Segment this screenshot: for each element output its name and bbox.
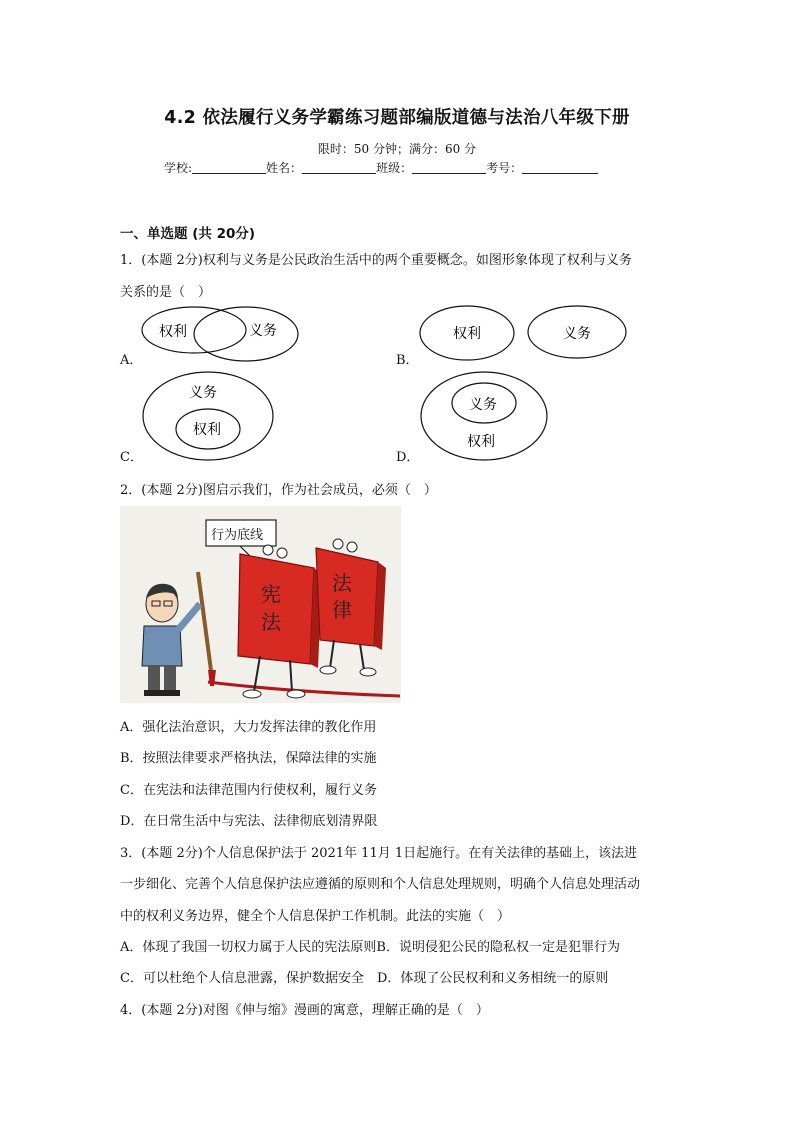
q1-stem-line2: 关系的是（ ） xyxy=(120,285,212,300)
school-label: 学校: xyxy=(164,161,193,175)
section-title: 一、单选题 (共 20分) xyxy=(120,226,256,242)
q1-option-b-label[interactable]: B． xyxy=(396,353,419,368)
class-label: 班级： xyxy=(376,161,413,175)
law-char-2: 律 xyxy=(332,598,352,622)
name-label: 姓名： xyxy=(266,161,303,175)
venn-a-duty-circle xyxy=(194,307,298,361)
q1-option-a-label[interactable]: A． xyxy=(120,353,143,368)
venn-c-rights-label: 权利 xyxy=(193,422,221,438)
id-blank[interactable] xyxy=(522,161,598,174)
q1-option-c-label[interactable]: C． xyxy=(120,450,143,465)
venn-a-duty-label: 义务 xyxy=(249,323,277,339)
venn-c-duty-label: 义务 xyxy=(189,385,217,401)
venn-b-rights-label: 权利 xyxy=(453,326,481,342)
constitution-char-1: 宪 xyxy=(261,582,281,606)
q1-option-a-diagram xyxy=(140,304,302,364)
venn-d-duty-label: 义务 xyxy=(469,397,497,413)
law-char-1: 法 xyxy=(332,571,352,595)
venn-a-rights-label: 权利 xyxy=(159,324,187,340)
q1-option-d-label[interactable]: D． xyxy=(396,450,420,465)
q1-stem-line1: 1．(本题 2分)权利与义务是公民政治生活中的两个重要概念。如图形象体现了权利与义务 xyxy=(120,253,632,268)
q2-stem: 2．(本题 2分)图启示我们，作为社会成员，必须（ ） xyxy=(120,483,437,498)
class-blank[interactable] xyxy=(412,161,486,174)
sign-text: 行为底线 xyxy=(211,528,264,543)
q2-option-d[interactable]: D．在日常生活中与宪法、法律彻底划清界限 xyxy=(120,814,378,829)
q3-stem-line1: 3．(本题 2分)个人信息保护法于 2021年 11月 1日起施行。在有关法律的基础上，该法进 xyxy=(120,846,638,861)
constitution-char-2: 法 xyxy=(261,610,281,634)
q3-stem-line2: 一步细化、完善个人信息保护法应遵循的原则和个人信息处理规则，明确个人信息处理活动 xyxy=(120,877,641,892)
q2-option-c[interactable]: C．在宪法和法律范围内行使权利，履行义务 xyxy=(120,783,377,798)
q2-option-b[interactable]: B．按照法律要求严格执法，保障法律的实施 xyxy=(120,751,377,766)
name-blank[interactable] xyxy=(302,161,376,174)
q3-stem-line3: 中的权利义务边界，健全个人信息保护工作机制。此法的实施（ ） xyxy=(120,909,511,924)
id-label: 考号： xyxy=(486,161,523,175)
q3-options-row1[interactable]: A．体现了我国一切权力属于人民的宪法原则B．说明侵犯公民的隐私权一定是犯罪行为 xyxy=(120,940,620,955)
page-title: 4.2 依法履行义务学霸练习题部编版道德与法治八年级下册 xyxy=(164,108,630,128)
venn-d-rights-label: 权利 xyxy=(467,434,495,450)
q1-option-b-diagram xyxy=(419,303,631,363)
q1-option-c-diagram xyxy=(140,368,276,466)
q2-option-a[interactable]: A．强化法治意识，大力发挥法律的教化作用 xyxy=(120,720,377,735)
student-info-row xyxy=(164,159,598,176)
exam-time-score: 限时：50 分钟；满分：60 分 xyxy=(317,142,477,156)
q1-option-d-diagram xyxy=(419,368,551,466)
q2-cartoon-image xyxy=(120,506,401,703)
q3-options-row2[interactable]: C．可以杜绝个人信息泄露，保护数据安全 D．体现了公民权利和义务相统一的原则 xyxy=(120,971,609,986)
school-blank[interactable] xyxy=(192,161,266,174)
venn-b-duty-label: 义务 xyxy=(563,326,591,342)
q4-stem: 4．(本题 2分)对图《伸与缩》漫画的寓意，理解正确的是（ ） xyxy=(120,1003,489,1018)
